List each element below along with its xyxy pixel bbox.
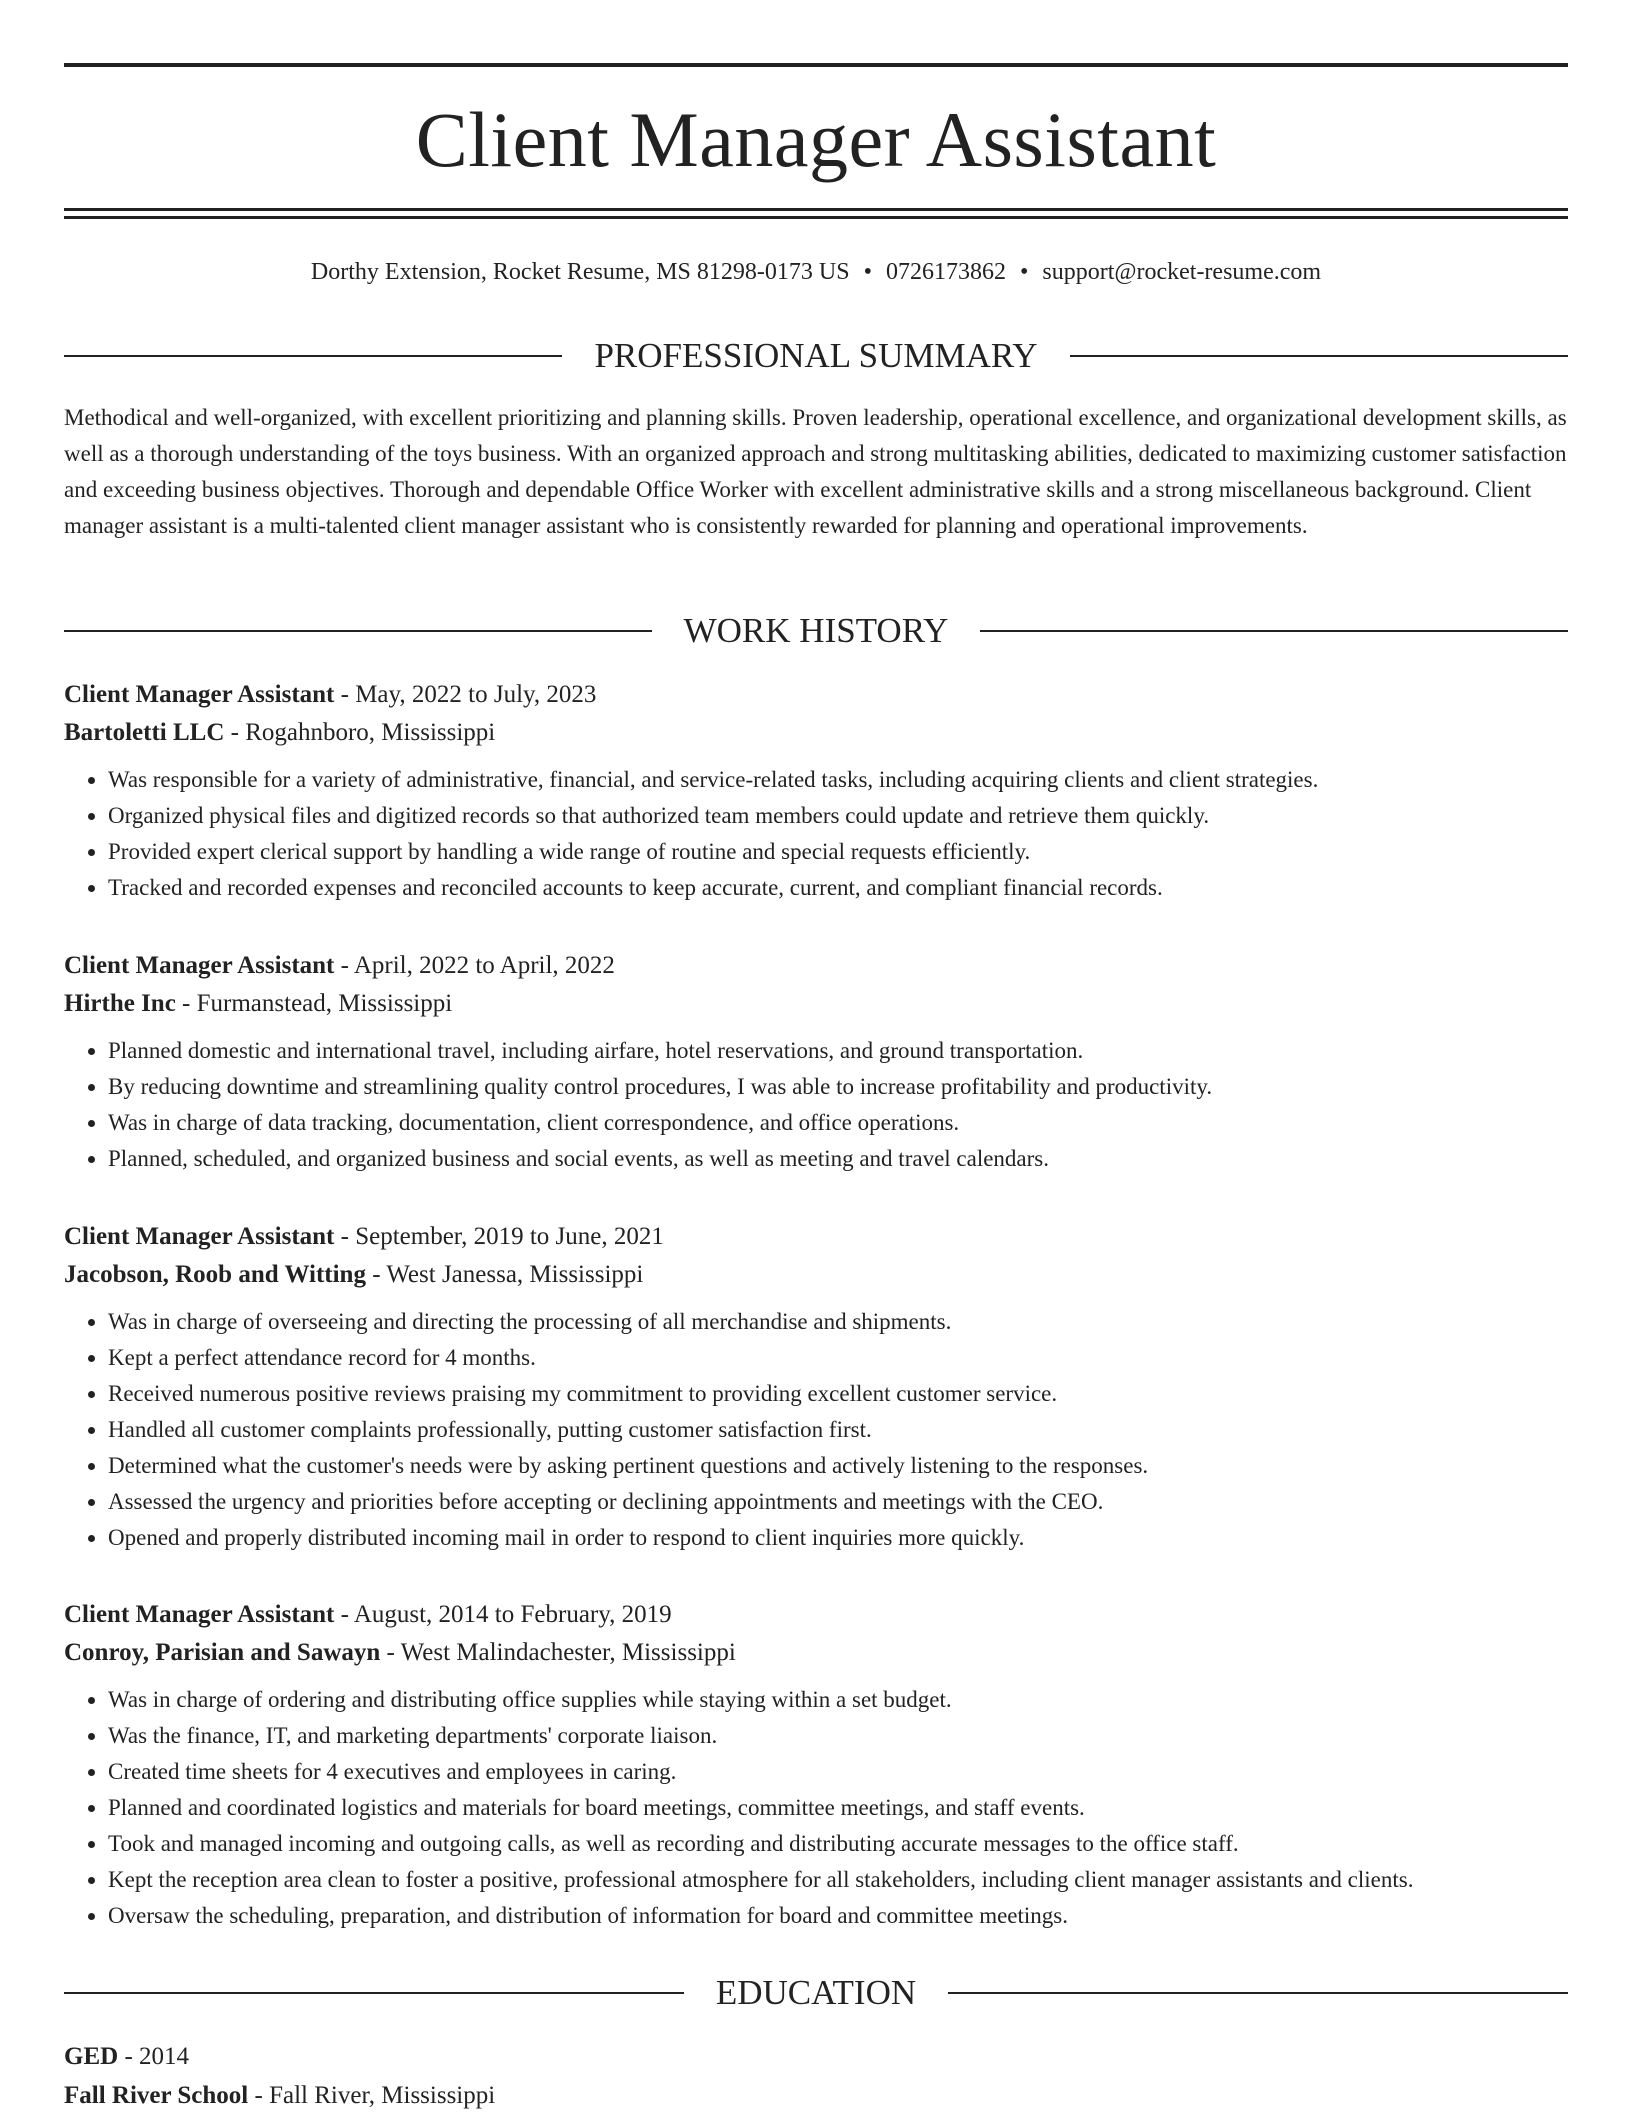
job-location: - Rogahnboro, Mississippi	[224, 719, 496, 746]
list-item: • Was in charge of ordering and distributing office supplies while staying within a set budget.	[108, 1682, 1568, 1718]
job-entry	[64, 1218, 1568, 1556]
list-item: • Determined what the customer's needs were by asking pertinent questions and actively listening to the responses.	[108, 1448, 1568, 1484]
job-company: Hirthe Inc	[64, 990, 176, 1017]
job-company: Bartoletti LLC	[64, 719, 225, 746]
list-item: • Organized physical files and digitized records so that authorized team members could update and retrieve them quickly.	[108, 798, 1568, 834]
job-title: Client Manager Assistant	[64, 1601, 335, 1628]
list-item: • Tracked and recorded expenses and reconciled accounts to keep accurate, current, and compliant financial records.	[108, 870, 1568, 906]
list-item: • Planned, scheduled, and organized business and social events, as well as meeting and travel calendars.	[108, 1141, 1568, 1177]
education-entry	[64, 2037, 1568, 2115]
job-title: Client Manager Assistant	[64, 681, 335, 708]
job-entry	[64, 947, 1568, 1177]
job-entry	[64, 676, 1568, 906]
job-dates: - April, 2022 to April, 2022	[334, 952, 615, 979]
job-location: - Furmanstead, Mississippi	[175, 990, 453, 1017]
title-rule-lower	[64, 216, 1568, 219]
list-item: • Provided expert clerical support by handling a wide range of routine and special requests efficiently.	[108, 834, 1568, 870]
job-bullets	[64, 1304, 1568, 1556]
section-title: EDUCATION	[715, 1973, 917, 2012]
job-company-row	[64, 1634, 1568, 1672]
list-item: • Received numerous positive reviews praising my commitment to providing excellent customer service.	[108, 1376, 1568, 1412]
job-location: - West Malindachester, Mississippi	[380, 1639, 736, 1666]
section-heading-work	[64, 609, 1568, 653]
job-title-row	[64, 1596, 1568, 1634]
summary-text: Methodical and well-organized, with excellent prioritizing and planning skills. Proven leadership, operational excellence, and organizational development skills, as well as a thorough understanding of the toys business. With an organized approach and strong multitasking abilities, dedicated to maximizing customer satisfaction and exceeding business objectives. Thorough and dependable Office Worker with excellent administrative skills and a strong miscellaneous background. Client manager assistant is a multi-talented client manager assistant who is consistently rewarded for planning and operational improvements.	[64, 405, 1567, 538]
list-item: • Planned domestic and international travel, including airfare, hotel reservations, and ground transportation.	[108, 1033, 1568, 1069]
section-title: PROFESSIONAL SUMMARY	[594, 336, 1038, 375]
list-item: • Oversaw the scheduling, preparation, and distribution of information for board and committee meetings.	[108, 1898, 1568, 1934]
heading-rule-right	[1070, 355, 1568, 357]
list-item: • Created time sheets for 4 executives and employees in caring.	[108, 1754, 1568, 1790]
list-item: • Was in charge of overseeing and directing the processing of all merchandise and shipments.	[108, 1304, 1568, 1340]
job-dates: - August, 2014 to February, 2019	[334, 1601, 672, 1628]
job-dates: - May, 2022 to July, 2023	[334, 681, 597, 708]
education-location: - Fall River, Mississippi	[248, 2082, 496, 2109]
job-dates: - September, 2019 to June, 2021	[334, 1223, 664, 1250]
list-item: • Was responsible for a variety of administrative, financial, and service-related tasks, including acquiring clients and client strategies.	[108, 762, 1568, 798]
list-item: • Kept the reception area clean to foster a positive, professional atmosphere for all stakeholders, including client manager assistants and clients.	[108, 1862, 1568, 1898]
contact-separator: •	[1019, 259, 1029, 285]
heading-rule-left	[64, 1992, 684, 1994]
job-company: Jacobson, Roob and Witting	[64, 1261, 366, 1288]
section-heading-summary	[64, 334, 1568, 378]
job-title: Client Manager Assistant	[64, 1223, 335, 1250]
heading-rule-right	[980, 630, 1568, 632]
title-rule-upper	[64, 208, 1568, 211]
list-item: • Handled all customer complaints professionally, putting customer satisfaction first.	[108, 1412, 1568, 1448]
job-location: - West Janessa, Mississippi	[365, 1261, 644, 1288]
heading-rule-right	[948, 1992, 1568, 1994]
heading-rule-left	[64, 630, 652, 632]
resume-title: Client Manager Assistant	[415, 96, 1217, 183]
education-school-row	[64, 2076, 1568, 2115]
list-item: • By reducing downtime and streamlining quality control procedures, I was able to increase profitability and productivity.	[108, 1069, 1568, 1105]
job-bullets	[64, 1033, 1568, 1177]
job-title-row	[64, 1218, 1568, 1256]
list-item: • Planned and coordinated logistics and materials for board meetings, committee meetings, and staff events.	[108, 1790, 1568, 1826]
job-title-row	[64, 947, 1568, 985]
list-item: • Assessed the urgency and priorities before accepting or declining appointments and meetings with the CEO.	[108, 1484, 1568, 1520]
job-title-row	[64, 676, 1568, 714]
education-degree: GED	[64, 2043, 119, 2070]
job-company-row	[64, 714, 1568, 752]
job-bullets	[64, 1682, 1568, 1934]
top-rule	[64, 63, 1568, 67]
education-school: Fall River School	[64, 2082, 249, 2109]
section-title: WORK HISTORY	[683, 611, 949, 650]
contact-phone: 0726173862	[885, 259, 1006, 285]
job-company: Conroy, Parisian and Sawayn	[64, 1639, 381, 1666]
list-item: • Was the finance, IT, and marketing departments' corporate liaison.	[108, 1718, 1568, 1754]
section-heading-education	[64, 1971, 1568, 2015]
job-entry	[64, 1596, 1568, 1934]
list-item: • Took and managed incoming and outgoing calls, as well as recording and distributing accurate messages to the office staff.	[108, 1826, 1568, 1862]
job-title: Client Manager Assistant	[64, 952, 335, 979]
heading-rule-left	[64, 355, 562, 357]
job-company-row	[64, 1256, 1568, 1294]
contact-line	[64, 256, 1568, 288]
contact-email[interactable]: support@rocket-resume.com	[1042, 259, 1322, 285]
list-item: • Kept a perfect attendance record for 4 months.	[108, 1340, 1568, 1376]
list-item: • Opened and properly distributed incoming mail in order to respond to client inquiries more quickly.	[108, 1520, 1568, 1556]
education-degree-row	[64, 2037, 1568, 2076]
contact-separator: •	[863, 259, 872, 285]
job-company-row	[64, 985, 1568, 1023]
education-year: - 2014	[118, 2043, 190, 2070]
job-bullets	[64, 762, 1568, 906]
list-item: • Was in charge of data tracking, documentation, client correspondence, and office operations.	[108, 1105, 1568, 1141]
contact-address: Dorthy Extension, Rocket Resume, MS 81298-0173 US	[310, 259, 850, 285]
